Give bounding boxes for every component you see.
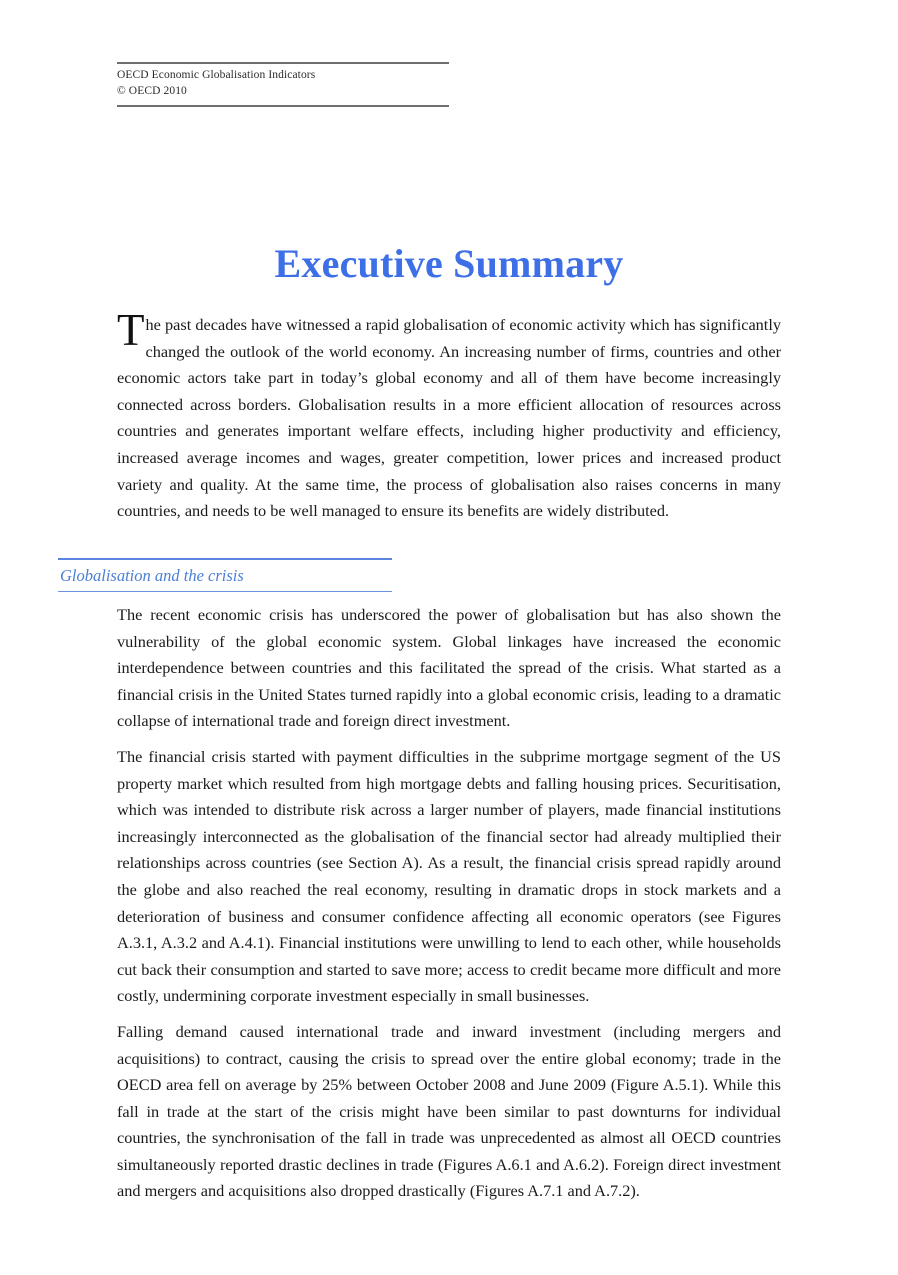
lead-paragraph-block [117,305,781,525]
section-body [117,602,781,1205]
section-heading-rule-bottom [58,591,392,593]
running-head-lines [117,64,449,102]
section-heading-label: Globalisation and the crisis [60,565,244,585]
running-head-publication: OECD Economic Globalisation Indicators [117,69,316,81]
section-paragraph-2: The financial crisis started with payment difficulties in the subprime mortgage segment of the US property market which resulted from high mortgage debts and falling housing prices. Securitisation, which was intended to distribute risk across a larger number of players, made financial institutions increasingly interconnected as the globalisation of the financial sector had already multiplied their relationships across countries (see Section A). As a result, the financial crisis spread rapidly around the globe and also reached the real economy, resulting in dramatic drops in stock markets and a deterioration of business and consumer confidence affecting all economic operators (see Figures A.3.1, A.3.2 and A.4.1). Financial institutions were unwilling to lend to each other, while households cut back their consumption and started to save more; access to credit became more difficult and more costly, undermining corporate investment especially in small businesses. [117,746,781,1006]
lead-paragraph-text: he past decades have witnessed a rapid globalisation of economic activity which has significantly changed the outlook of the world economy. An increasing number of firms, countries and other economic actors take part in today’s global economy and all of them have become increasingly connected across borders. Globalisation results in a more efficient allocation of resources across countries and generates important welfare effects, including higher productivity and efficiency, increased average incomes and wages, greater competition, lower prices and increased product variety and quality. At the same time, the process of globalisation also raises concerns in many countries, and needs to be well managed to ensure its benefits are widely distributed. [117,315,781,521]
lead-paragraph [117,305,781,525]
page-title: Executive Summary [274,241,624,286]
running-head-copyright: © OECD 2010 [117,84,187,97]
running-head-rule-bottom [117,105,449,107]
section-paragraph-3: Falling demand caused international trade and inward investment (including mergers and acquisitions) to contract, causing the crisis to spread over the entire global economy; trade in the OECD area fell on average by 25% between October 2008 and June 2009 (Figure A.5.1). While this fall in trade at the start of the crisis might have been similar to past downturns for individual countries, the synchronisation of the fall in trade was unprecedented as almost all OECD countries simultaneously reported drastic declines in trade (Figures A.6.1 and A.6.2). Foreign direct investment and mergers and acquisitions also dropped drastically (Figures A.7.1 and A.7.2). [117,1021,781,1201]
running-head [117,62,449,107]
section-paragraph-1: The recent economic crisis has underscored the power of globalisation but has also shown the vulnerability of the global economic system. Global linkages have increased the economic interdependence between countries and this facilitated the spread of the crisis. What started as a financial crisis in the United States turned rapidly into a global economic crisis, leading to a dramatic collapse of international trade and foreign direct investment. [117,605,781,731]
section-heading-block [58,558,392,592]
drop-cap: T [117,305,145,355]
